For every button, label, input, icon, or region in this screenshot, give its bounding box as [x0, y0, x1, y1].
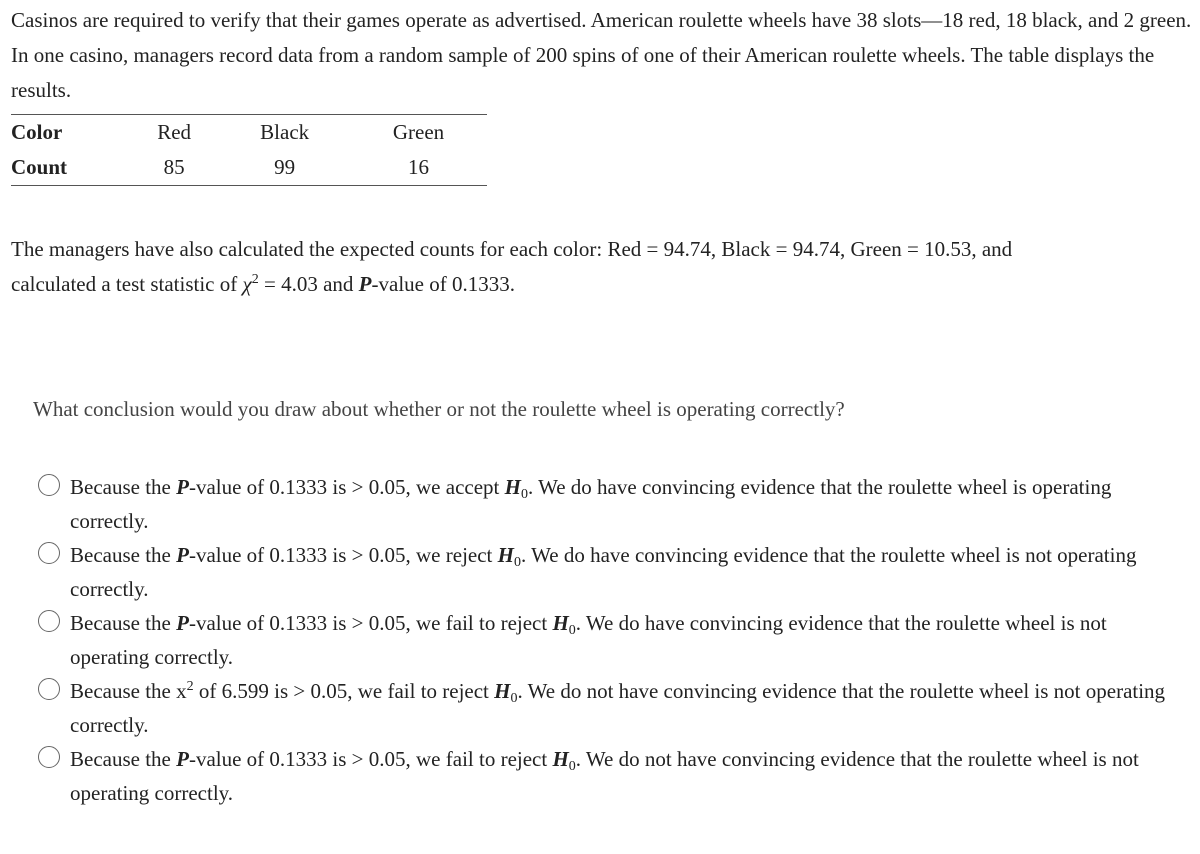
option-4-text-c: . We do not have convincing evidence that the roulette wheel is not operating correctly. — [70, 679, 1166, 737]
option-4-text-a: Because the — [70, 679, 177, 703]
option-4-x: x — [176, 679, 187, 703]
count-green: 16 — [408, 155, 429, 179]
stats-line1: The managers have also calculated the expected counts for each color: Red = 94.74, Black = 94.74, Green = 10.53, and — [11, 237, 1013, 261]
radio-button-3[interactable] — [38, 610, 60, 632]
option-5-h-sub: 0 — [568, 759, 576, 774]
chi-square-symbol: χ — [242, 272, 252, 296]
color-red: Red — [157, 120, 192, 144]
option-5-text-b: -value of 0.1333 is > 0.05, we fail to reject — [188, 747, 553, 771]
option-2-text-b: -value of 0.1333 is > 0.05, we reject — [188, 543, 498, 567]
option-5[interactable] — [38, 742, 1188, 810]
option-1-h: H — [504, 475, 521, 499]
row-label-color: Color — [11, 120, 63, 144]
results-table — [11, 114, 487, 186]
table-row-count — [11, 150, 487, 186]
question-text: What conclusion would you draw about whether or not the roulette wheel is operating correctly? — [33, 397, 845, 421]
option-3-h: H — [552, 611, 569, 635]
option-4[interactable] — [38, 674, 1188, 742]
option-1[interactable] — [38, 470, 1188, 538]
answer-options — [38, 470, 1188, 810]
option-5-h: H — [552, 747, 569, 771]
option-3-text-b: -value of 0.1333 is > 0.05, we fail to reject — [188, 611, 553, 635]
option-5-text-c: . We do not have convincing evidence that the roulette wheel is not operating correctly. — [70, 747, 1139, 805]
option-3-h-sub: 0 — [568, 623, 576, 638]
count-red: 85 — [163, 155, 185, 179]
option-5-text-a: Because the — [70, 747, 177, 771]
option-3-p: P — [176, 611, 189, 635]
option-2-text-c: . We do have convincing evidence that the roulette wheel is not operating correctly. — [70, 543, 1137, 601]
option-2-text-a: Because the — [70, 543, 177, 567]
intro-paragraph: Casinos are required to verify that their games operate as advertised. American roulette wheels have 38 slots—18 red, 18 black, and 2 green. In one casino, managers record data from a random sample of 200 spins of one of their American roulette wheels. The table displays the results. — [11, 8, 1192, 102]
chi-square-exponent: 2 — [251, 272, 259, 287]
table-row-color — [11, 115, 487, 151]
color-black: Black — [260, 120, 310, 144]
option-4-h: H — [494, 679, 511, 703]
stats-line2-b: = 4.03 and — [258, 272, 359, 296]
option-1-text-a: Because the — [70, 475, 177, 499]
stats-paragraph — [11, 232, 1193, 302]
p-symbol: P — [358, 272, 372, 296]
stats-line2-c: -value of 0.1333. — [371, 272, 515, 296]
radio-button-1[interactable] — [38, 474, 60, 496]
option-1-text-c: . We do have convincing evidence that the roulette wheel is operating correctly. — [70, 475, 1112, 533]
option-3[interactable] — [38, 606, 1188, 674]
stats-line2-a: calculated a test statistic of — [11, 272, 243, 296]
row-label-count: Count — [11, 155, 68, 179]
option-4-x-exp: 2 — [186, 679, 194, 694]
option-3-text-c: . We do have convincing evidence that the roulette wheel is not operating correctly. — [70, 611, 1107, 669]
option-2-h: H — [497, 543, 514, 567]
option-2-p: P — [176, 543, 189, 567]
option-2[interactable] — [38, 538, 1188, 606]
color-green: Green — [392, 120, 445, 144]
option-2-h-sub: 0 — [513, 555, 521, 570]
option-1-h-sub: 0 — [520, 487, 528, 502]
radio-button-2[interactable] — [38, 542, 60, 564]
radio-button-5[interactable] — [38, 746, 60, 768]
option-4-h-sub: 0 — [510, 691, 518, 706]
radio-button-4[interactable] — [38, 678, 60, 700]
option-1-text-b: -value of 0.1333 is > 0.05, we accept — [188, 475, 505, 499]
option-4-text-b: of 6.599 is > 0.05, we fail to reject — [193, 679, 495, 703]
option-1-p: P — [176, 475, 189, 499]
option-3-text-a: Because the — [70, 611, 177, 635]
count-black: 99 — [274, 155, 296, 179]
option-5-p: P — [176, 747, 189, 771]
